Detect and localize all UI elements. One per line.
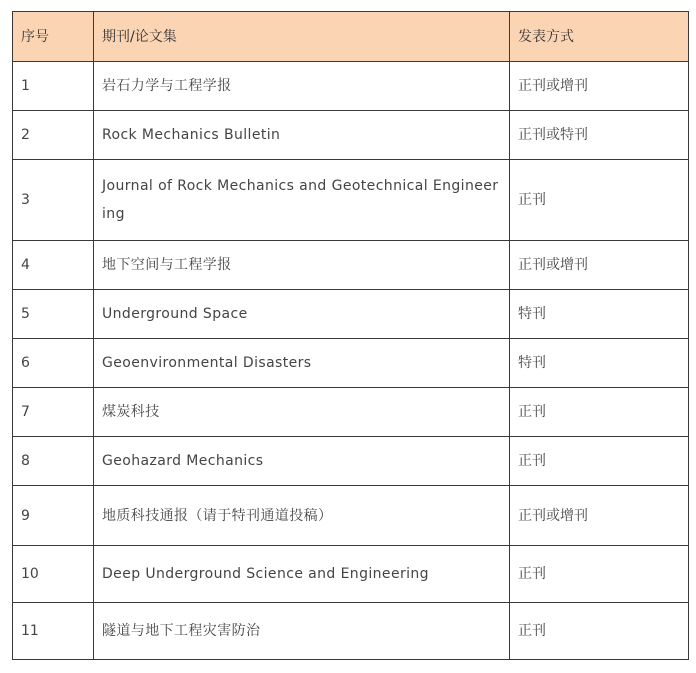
row-index: 11 <box>13 603 94 660</box>
row-method: 正刊或增刊 <box>510 241 689 290</box>
row-method: 正刊 <box>510 388 689 437</box>
table-row <box>13 437 689 486</box>
row-journal: 煤炭科技 <box>94 388 510 437</box>
table-header-row <box>13 12 689 62</box>
row-index: 2 <box>13 111 94 160</box>
row-index: 10 <box>13 546 94 603</box>
table-row <box>13 388 689 437</box>
row-index: 4 <box>13 241 94 290</box>
row-index: 8 <box>13 437 94 486</box>
row-index: 3 <box>13 160 94 241</box>
row-index: 6 <box>13 339 94 388</box>
row-journal: Journal of Rock Mechanics and Geotechnical Engineering <box>94 160 510 241</box>
row-journal: Underground Space <box>94 290 510 339</box>
table-row <box>13 339 689 388</box>
row-journal: 岩石力学与工程学报 <box>94 62 510 111</box>
row-method: 特刊 <box>510 290 689 339</box>
row-index: 9 <box>13 486 94 546</box>
table-row <box>13 486 689 546</box>
row-journal: Rock Mechanics Bulletin <box>94 111 510 160</box>
header-index: 序号 <box>13 12 94 62</box>
row-method: 正刊 <box>510 160 689 241</box>
row-journal: 地质科技通报（请于特刊通道投稿） <box>94 486 510 546</box>
row-method: 正刊或增刊 <box>510 62 689 111</box>
table-row <box>13 290 689 339</box>
row-index: 7 <box>13 388 94 437</box>
row-journal: 隧道与地下工程灾害防治 <box>94 603 510 660</box>
table-row <box>13 160 689 241</box>
table-row <box>13 603 689 660</box>
row-method: 正刊或增刊 <box>510 486 689 546</box>
row-method: 正刊或特刊 <box>510 111 689 160</box>
row-method: 特刊 <box>510 339 689 388</box>
row-method: 正刊 <box>510 546 689 603</box>
table-row <box>13 241 689 290</box>
row-method: 正刊 <box>510 603 689 660</box>
table-row <box>13 111 689 160</box>
row-journal: Geohazard Mechanics <box>94 437 510 486</box>
header-method: 发表方式 <box>510 12 689 62</box>
row-index: 5 <box>13 290 94 339</box>
row-method: 正刊 <box>510 437 689 486</box>
row-journal: Geoenvironmental Disasters <box>94 339 510 388</box>
table-row <box>13 62 689 111</box>
header-journal: 期刊/论文集 <box>94 12 510 62</box>
journal-table <box>12 11 689 660</box>
row-journal: 地下空间与工程学报 <box>94 241 510 290</box>
journal-table-container <box>12 11 688 660</box>
table-row <box>13 546 689 603</box>
row-journal: Deep Underground Science and Engineering <box>94 546 510 603</box>
row-index: 1 <box>13 62 94 111</box>
